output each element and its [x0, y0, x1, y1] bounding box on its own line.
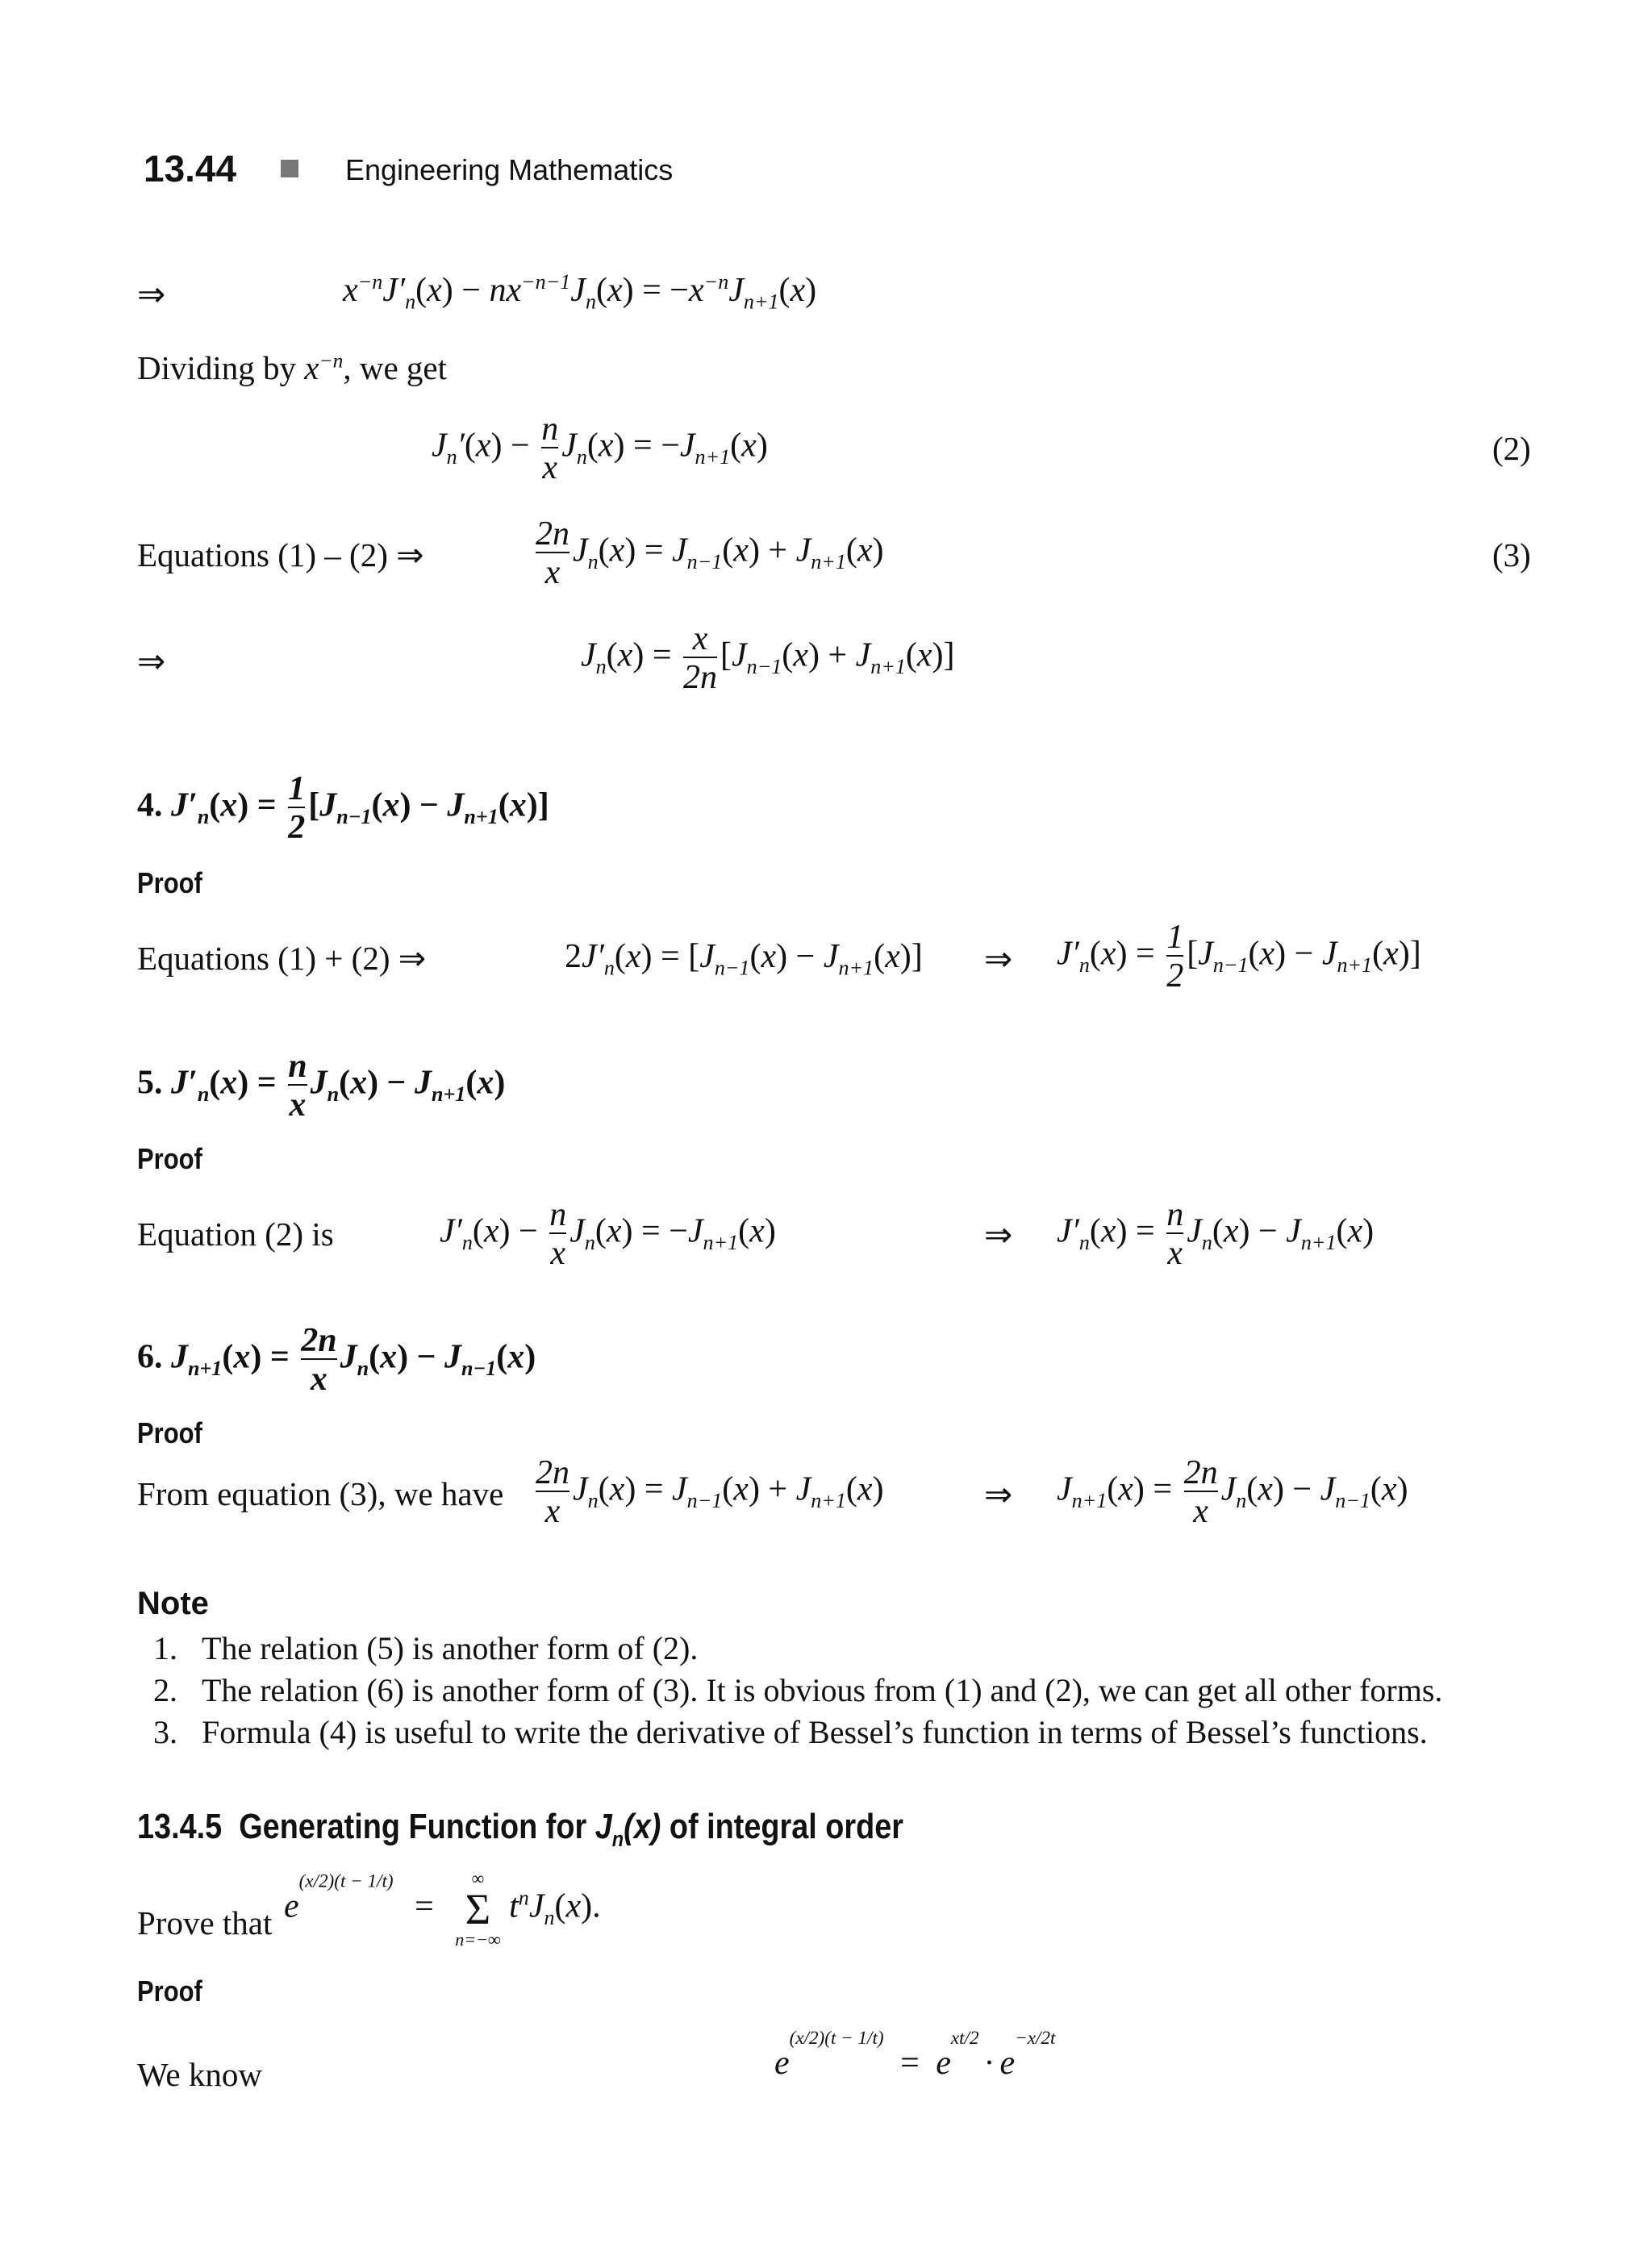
section-title-prefix: Generating Function for — [239, 1807, 587, 1846]
list-item: 3. Formula (4) is useful to write the derivative of Bessel’s function in terms of Bessel’s functions. — [153, 1714, 1428, 1750]
eq2-is-label: Equation (2) is — [137, 1216, 334, 1253]
equation-number-2: (2) — [1492, 430, 1531, 467]
list-item: 2. The relation (6) is another form of (3). It is obvious from (1) and (2), we can get all other forms. — [153, 1672, 1443, 1708]
implies-symbol: ⇒ — [984, 941, 1013, 978]
equation-prop6-result: $J_{n+1}(x)$ = $\frac{2n}{x}$ $J_n(x) - J_{n-1}(x)$ — [1057, 1454, 1408, 1531]
equation-line-1: $x^{-n}J'_n(x) - nx^{-n-1}J_n(x) = -x^{-n}J_{n+1}(x)$ — [343, 270, 817, 314]
implies-symbol: ⇒ — [137, 644, 166, 681]
proof-label: Proof — [137, 1416, 202, 1449]
book-title: Engineering Mathematics — [345, 153, 674, 186]
property-6-number: 6. — [137, 1338, 163, 1376]
equation-jn: $J_n(x)$ = $\frac{x}{2n}$ $[J_{n-1}(x) + J_{n+1}(x)]$ — [581, 620, 955, 697]
dividing-label: Dividing by — [137, 349, 297, 386]
equation-prop5-result: $J'_n(x)$ = $\frac{n}{x}$ $J_n(x) - J_{n+1}(x)$ — [1057, 1196, 1375, 1273]
implies-symbol: ⇒ — [984, 1477, 1013, 1514]
property-5-number: 5. — [137, 1064, 163, 1102]
note-list — [153, 1628, 1442, 1754]
we-know-equation: $e^{(x/2)(t - 1/t)} = e^{xt/2}\cdot e^{-x/2t}$ — [774, 2027, 1056, 2082]
eq1p2-label: Equations (1) + (2) ⇒ — [137, 940, 427, 977]
proof-label: Proof — [137, 1975, 202, 2008]
list-item: 1. The relation (5) is another form of (2). — [153, 1630, 699, 1666]
from-eq3-label: From equation (3), we have — [137, 1475, 504, 1512]
equation-number-3: (3) — [1492, 536, 1531, 573]
equation-prop6-proof: $\frac{2n}{x}$ $J_n(x) = J_{n-1}(x) + J_{n+1}(x)$ — [536, 1454, 884, 1531]
section-title-suffix: of integral order — [669, 1807, 904, 1846]
implies-symbol: ⇒ — [137, 277, 166, 314]
equation-3: $\frac{2n}{x}$ $J_n(x) = J_{n-1}(x) + J_{n+1}(x)$ — [536, 515, 884, 592]
property-4-number: 4. — [137, 786, 163, 824]
we-know-label: We know — [137, 2056, 262, 2093]
equation-prop4-proof: $2J'_n(x) = [J_{n-1}(x) - J_{n+1}(x)]$ — [565, 938, 923, 980]
implies-symbol: ⇒ — [984, 1217, 1013, 1254]
header-square-icon — [281, 160, 298, 177]
property-6: 6. $J_{n+1}(x)$ = $\frac{2n}{x}$ $J_n(x) - J_{n-1}(x)$ — [137, 1322, 536, 1399]
eq12-label: Equations (1) – (2) ⇒ — [137, 536, 424, 573]
proof-label: Proof — [137, 866, 202, 899]
page-number: 13.44 — [144, 148, 237, 190]
section-heading: 13.4.5 Generating Function for $J_n(x)$ of integral order — [137, 1807, 904, 1851]
generating-function-equation: $e^{(x/2)(t - 1/t)}$ = ∞ Σ n=−∞ $t^nJ_n(x)$. — [284, 1868, 601, 1950]
we-get-label: , we get — [343, 349, 448, 386]
prove-that-label: Prove that — [137, 1904, 273, 1941]
equation-2: $J_n'(x)$ − $\frac{n}{x}$ $J_n(x) = -J_{n+1}(x)$ — [432, 411, 768, 487]
note-heading: Note — [137, 1586, 209, 1621]
equation-prop4-result: $J'_n(x)$ = $\frac{1}{2}$ $[J_{n-1}(x) - J_{n+1}(x)]$ — [1057, 919, 1421, 995]
dividing-text: Dividing by $x^{-n}$, we get — [137, 349, 448, 386]
equation-prop5-proof: $J'_n(x)$ − $\frac{n}{x}$ $J_n(x) = -J_{n+1}(x)$ — [440, 1196, 776, 1273]
property-4: 4. $J'_n(x)$ = $\frac{1}{2}$ $[J_{n-1}(x) - J_{n+1}(x)]$ — [137, 770, 549, 847]
property-5: 5. $J'_n(x)$ = $\frac{n}{x}$ $J_n(x) - J_{n+1}(x)$ — [137, 1048, 506, 1124]
section-number: 13.4.5 — [137, 1807, 223, 1846]
proof-label: Proof — [137, 1142, 202, 1175]
